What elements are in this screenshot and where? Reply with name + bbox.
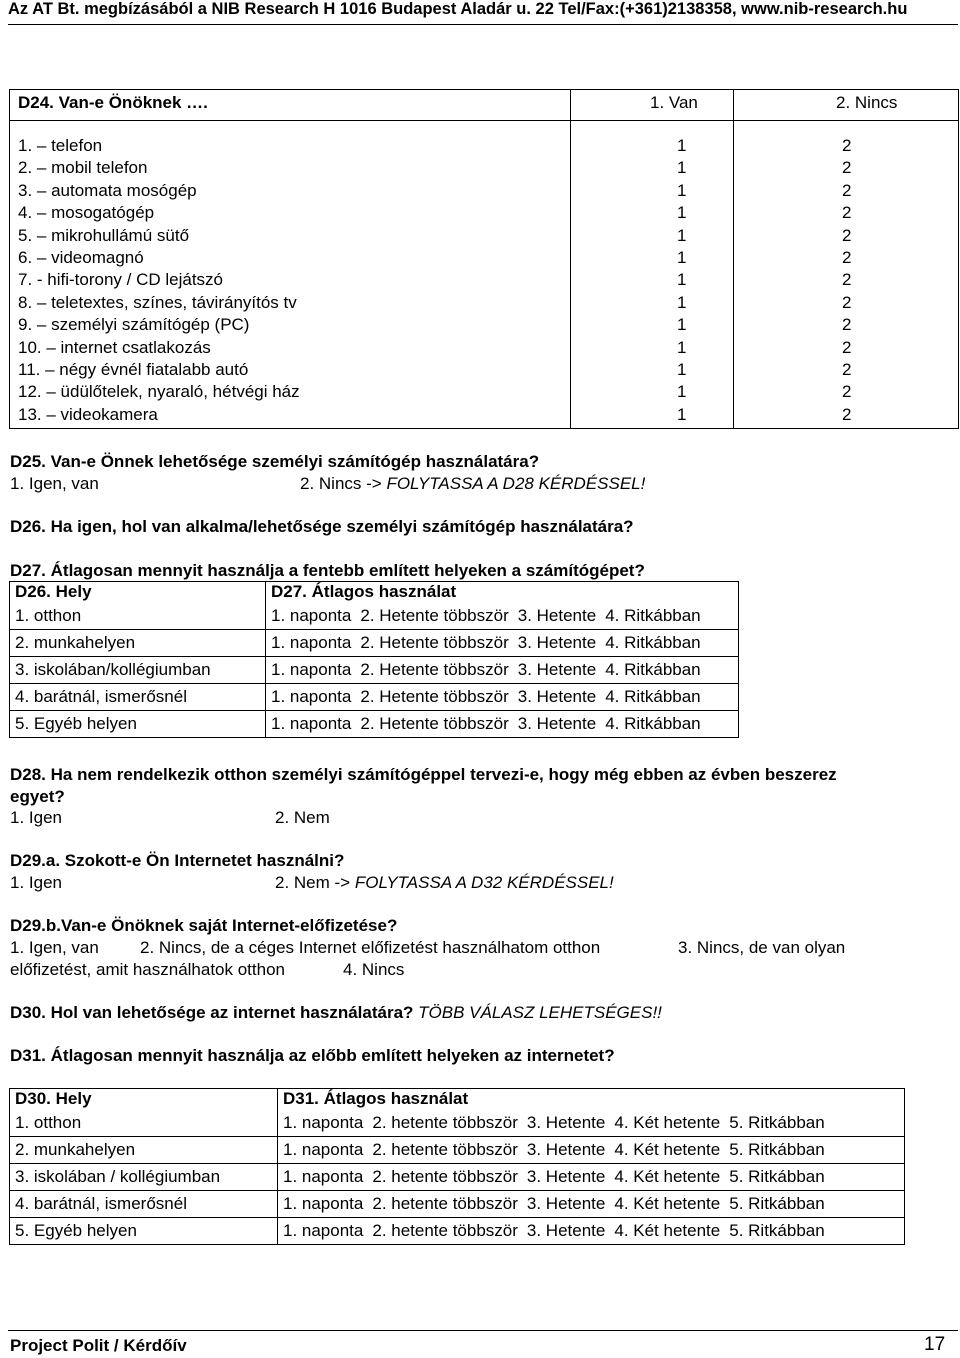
d31-frequency-option: 2. hetente többször	[372, 1194, 518, 1213]
d27-frequency-option: 3. Hetente	[517, 660, 597, 679]
d27-row	[10, 657, 739, 684]
d24-item-label: 9. – személyi számítógép (PC)	[18, 315, 250, 335]
d28-option-2: 2. Nem	[275, 808, 330, 827]
d31-frequency-option: 4. Két hetente	[614, 1221, 721, 1240]
d31-frequency-option: 2. hetente többször	[372, 1112, 518, 1132]
d24-item-code-van: 1	[677, 180, 687, 200]
d24-item-code-nincs: 2	[842, 337, 852, 357]
d28-question-line2: egyet?	[10, 787, 65, 806]
d31-frequency-option: 5. Ritkábban	[729, 1140, 825, 1159]
d31-frequency-option: 5. Ritkábban	[729, 1221, 825, 1240]
d27-place: 2. munkahelyen	[10, 630, 266, 657]
d24-item-code-van: 1	[677, 337, 687, 357]
d30-question-line: D30. Hol van lehetősége az internet használatára? TÖBB VÁLASZ LEHETSÉGES!!	[10, 1003, 662, 1022]
d24-item-label: 8. – teletextes, színes, távirányítós tv	[18, 292, 297, 312]
d31-frequency-option: 4. Két hetente	[614, 1140, 721, 1159]
d29b-option-3-cont: előfizetést, amit használhatok otthon	[10, 960, 285, 979]
d24-item-code-van: 1	[677, 225, 687, 245]
d31-place: 3. iskolában / kollégiumban	[10, 1164, 278, 1191]
d27-usage-options	[266, 657, 739, 684]
d31-place: 1. otthon	[10, 1110, 278, 1137]
d24-item-label: 10. – internet csatlakozás	[18, 337, 211, 357]
d26-question: D26. Ha igen, hol van alkalma/lehetősége személyi számítógép használatára?	[10, 517, 634, 536]
d29b-question: D29.b.Van-e Önöknek saját Internet-előfizetése?	[10, 916, 398, 935]
d24-item-code-van: 1	[677, 158, 687, 178]
d24-item-code-nincs: 2	[842, 270, 852, 290]
d24-item-label: 1. – telefon	[18, 136, 103, 155]
d31-frequency-option: 3. Hetente	[526, 1167, 606, 1186]
d29a-option-2: 2. Nem -> FOLYTASSA A D32 KÉRDÉSSEL!	[275, 873, 614, 892]
d27-place: 5. Egyéb helyen	[10, 711, 266, 738]
d31-row	[10, 1218, 905, 1245]
footer-divider	[8, 1330, 958, 1331]
d24-header-row	[10, 93, 958, 115]
d27-frequency-option: 4. Ritkábban	[605, 714, 701, 733]
d27-frequency-option: 4. Ritkábban	[605, 687, 701, 706]
d31-place: 2. munkahelyen	[10, 1137, 278, 1164]
header-divider	[8, 24, 958, 25]
d31-head-usage: D31. Átlagos használat	[278, 1089, 905, 1110]
d27-frequency-option: 3. Hetente	[517, 633, 597, 652]
d31-frequency-option: 2. hetente többször	[372, 1140, 518, 1159]
d31-head-place: D30. Hely	[10, 1089, 278, 1110]
d24-item-code-nincs: 2	[842, 315, 852, 335]
d24-item-label: 3. – automata mosógép	[18, 180, 197, 200]
d24-item-code-nincs: 2	[842, 180, 852, 200]
d27-frequency-option: 2. Hetente többször	[360, 605, 509, 625]
d31-usage-options	[278, 1110, 905, 1137]
d24-item-label: 5. – mikrohullámú sütő	[18, 225, 190, 245]
d27-frequency-option: 2. Hetente többször	[360, 633, 509, 652]
d31-frequency-option: 1. naponta	[283, 1194, 364, 1213]
d31-frequency-option: 4. Két hetente	[614, 1194, 721, 1213]
d31-frequency-option: 4. Két hetente	[614, 1112, 721, 1132]
d31-frequency-option: 1. naponta	[283, 1140, 364, 1159]
d31-place: 5. Egyéb helyen	[10, 1218, 278, 1245]
d31-frequency-option: 1. naponta	[283, 1112, 364, 1132]
d27-usage-options	[266, 711, 739, 738]
d24-item-label: 2. – mobil telefon	[18, 158, 148, 178]
d24-item-row	[10, 136, 958, 158]
d24-col1-header: 1. Van	[650, 93, 698, 112]
page-number: 17	[924, 1334, 946, 1355]
d31-usage-options	[278, 1137, 905, 1164]
d24-item-code-van: 1	[677, 248, 687, 267]
d24-title: D24. Van-e Önöknek ….	[18, 93, 208, 112]
d24-item-label: 11. – négy évnél fiatalabb autó	[18, 360, 249, 379]
d29b-option-3: 3. Nincs, de van olyan	[678, 938, 846, 957]
d25-question: D25. Van-e Önnek lehetősége személyi számítógép használatára?	[10, 452, 540, 471]
d24-item-row	[10, 382, 958, 404]
page-header: Az AT Bt. megbízásából a NIB Research H 1016 Budapest Aladár u. 22 Tel/Fax:(+361)2138358, www.nib-research.hu	[8, 0, 908, 18]
d24-item-label: 6. – videomagnó	[18, 248, 144, 267]
d27-place: 1. otthon	[10, 603, 266, 630]
d31-usage-options	[278, 1164, 905, 1191]
d28-question-line1: D28. Ha nem rendelkezik otthon személyi számítógéppel tervezi-e, hogy még ebben az évben beszerez	[10, 765, 837, 784]
d27-row	[10, 711, 739, 738]
d31-usage-options	[278, 1218, 905, 1245]
d25-option-2: 2. Nincs -> FOLYTASSA A D28 KÉRDÉSSEL!	[300, 474, 646, 493]
d24-item-code-van: 1	[677, 360, 687, 379]
d27-frequency-option: 1. naponta	[271, 687, 352, 706]
d24-header-divider	[10, 120, 958, 121]
d24-item-label: 12. – üdülőtelek, nyaraló, hétvégi ház	[18, 382, 300, 402]
d27-usage-options	[266, 684, 739, 711]
d24-item-code-van: 1	[677, 270, 687, 290]
d24-item-row	[10, 248, 958, 270]
d31-question: D31. Átlagosan mennyit használja az előbb említett helyeken az internetet?	[10, 1046, 615, 1065]
d29b-option-4: 4. Nincs	[343, 960, 405, 979]
d31-frequency-option: 3. Hetente	[526, 1194, 606, 1213]
d24-item-code-nincs: 2	[842, 292, 852, 312]
d24-item-code-van: 1	[677, 203, 687, 223]
d29a-question: D29.a. Szokott-e Ön Internetet használni?	[10, 851, 345, 870]
d24-item-row	[10, 315, 958, 337]
d24-col2-header: 2. Nincs	[836, 93, 898, 112]
d29a-option-1: 1. Igen	[10, 873, 62, 892]
d31-row	[10, 1164, 905, 1191]
d24-item-row	[10, 203, 958, 225]
d24-item-code-nincs: 2	[842, 404, 852, 424]
d24-item-code-van: 1	[677, 382, 687, 402]
d27-frequency-option: 2. Hetente többször	[360, 660, 509, 679]
d24-item-code-nincs: 2	[842, 382, 852, 402]
d27-head-place: D26. Hely	[10, 582, 266, 603]
d31-frequency-option: 5. Ritkábban	[729, 1167, 825, 1186]
d27-place: 4. barátnál, ismerősnél	[10, 684, 266, 711]
d27-table	[9, 581, 739, 738]
footer-title: Project Polit / Kérdőív	[10, 1336, 187, 1355]
d27-row	[10, 603, 739, 630]
d24-item-code-nincs: 2	[842, 158, 852, 178]
d31-row	[10, 1110, 905, 1137]
d24-table	[9, 89, 959, 429]
d31-row	[10, 1137, 905, 1164]
d31-frequency-option: 2. hetente többször	[372, 1221, 518, 1240]
d27-place: 3. iskolában/kollégiumban	[10, 657, 266, 684]
d27-frequency-option: 1. naponta	[271, 660, 352, 679]
d27-frequency-option: 2. Hetente többször	[360, 687, 509, 706]
d24-item-code-nincs: 2	[842, 360, 852, 379]
d31-frequency-option: 3. Hetente	[526, 1221, 606, 1240]
d24-item-label: 13. – videokamera	[18, 404, 158, 424]
d24-item-code-van: 1	[677, 315, 687, 335]
d24-item-code-van: 1	[677, 136, 687, 155]
d24-item-row	[10, 360, 958, 382]
d28-option-1: 1. Igen	[10, 808, 62, 827]
d31-frequency-option: 3. Hetente	[526, 1140, 606, 1159]
d27-frequency-option: 1. naponta	[271, 605, 352, 625]
d24-item-row	[10, 158, 958, 180]
d24-item-label: 4. – mosogatógép	[18, 203, 155, 223]
d27-frequency-option: 3. Hetente	[517, 687, 597, 706]
d31-frequency-option: 5. Ritkábban	[729, 1112, 825, 1132]
d27-frequency-option: 4. Ritkábban	[605, 605, 701, 625]
d24-item-code-van: 1	[677, 292, 687, 312]
d29b-option-2: 2. Nincs, de a céges Internet előfizetést használhatom otthon	[140, 938, 601, 957]
d31-frequency-option: 2. hetente többször	[372, 1167, 518, 1186]
d27-usage-options	[266, 630, 739, 657]
d27-frequency-option: 3. Hetente	[517, 714, 597, 733]
d31-frequency-option: 1. naponta	[283, 1167, 364, 1186]
d24-item-code-nincs: 2	[842, 136, 852, 155]
d29b-option-1: 1. Igen, van	[10, 938, 99, 957]
d31-usage-options	[278, 1191, 905, 1218]
d24-item-code-van: 1	[677, 404, 687, 424]
d27-head-usage: D27. Átlagos használat	[266, 582, 739, 603]
d27-usage-options	[266, 603, 739, 630]
d31-frequency-option: 5. Ritkábban	[729, 1194, 825, 1213]
d24-item-row	[10, 181, 958, 203]
d31-frequency-option: 4. Két hetente	[614, 1167, 721, 1186]
d24-item-code-nincs: 2	[842, 225, 852, 245]
d27-frequency-option: 2. Hetente többször	[360, 714, 509, 733]
d27-frequency-option: 1. naponta	[271, 633, 352, 652]
d24-item-code-nincs: 2	[842, 248, 852, 267]
d27-row	[10, 684, 739, 711]
d27-row	[10, 630, 739, 657]
d27-frequency-option: 4. Ritkábban	[605, 633, 701, 652]
d24-item-row	[10, 226, 958, 248]
d24-item-row	[10, 270, 958, 292]
d24-item-row	[10, 405, 958, 427]
d31-table	[9, 1088, 905, 1245]
d24-item-row	[10, 293, 958, 315]
d25-option-1: 1. Igen, van	[10, 474, 99, 493]
d27-frequency-option: 4. Ritkábban	[605, 660, 701, 679]
d27-question: D27. Átlagosan mennyit használja a fentebb említett helyeken a számítógépet?	[10, 561, 645, 580]
d24-item-code-nincs: 2	[842, 203, 852, 223]
d31-frequency-option: 3. Hetente	[526, 1112, 606, 1132]
d24-item-row	[10, 338, 958, 360]
d31-row	[10, 1191, 905, 1218]
d27-frequency-option: 3. Hetente	[517, 605, 597, 625]
d27-frequency-option: 1. naponta	[271, 714, 352, 733]
d24-item-label: 7. - hifi-torony / CD lejátszó	[18, 270, 224, 290]
d31-frequency-option: 1. naponta	[283, 1221, 364, 1240]
d31-place: 4. barátnál, ismerősnél	[10, 1191, 278, 1218]
